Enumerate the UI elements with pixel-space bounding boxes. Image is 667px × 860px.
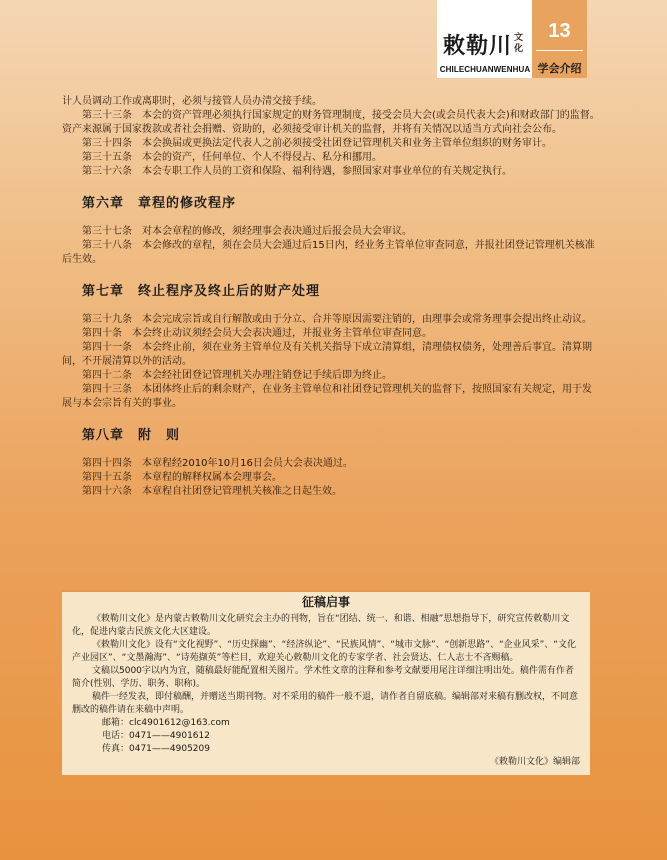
magazine-logo (443, 24, 527, 64)
contact-fax: 传真：0471——4905209 (102, 744, 210, 754)
page-tab (532, 0, 587, 78)
masthead (437, 0, 533, 78)
article-paragraph: 第四十条 本会终止动议须经会员大会表决通过，并报业务主管单位审查同意。 (82, 328, 432, 339)
article-paragraph: 第四十二条 本会经社团登记管理机关办理注销登记手续后即为终止。 (82, 370, 392, 381)
notice-paragraph: 稿件一经发表，即付稿酬，并赠送当期刊物。对不采用的稿件一般不退，请作者自留底稿。编辑部对来稿有删改权，不同意删改的稿件请在来稿中声明。 (72, 692, 579, 715)
article-paragraph: 第三十五条 本会的资产，任何单位、个人不得侵占、私分和挪用。 (82, 152, 382, 163)
article-paragraph: 第三十八条 本会修改的章程，须在会员大会通过后15日内，经业务主管单位审查同意，并报社团登记管理机关核准后生效。 (62, 240, 595, 265)
article-paragraph: 第三十九条 本会完成宗旨或自行解散或由于分立、合并等原因需要注销的，由理事会或常务理事会提出终止动议。 (82, 314, 592, 325)
paragraph-group-d (62, 457, 600, 499)
notice-title: 征稿启事 (301, 595, 350, 609)
editorial-signoff: 《敕勒川文化》编辑部 (489, 757, 580, 767)
contact-email: 邮箱：clc4901612@163.com (102, 718, 230, 728)
tab-divider (536, 50, 583, 51)
page-number: 13 (548, 20, 571, 42)
chapter-heading-7: 第七章 终止程序及终止后的财产处理 (82, 284, 321, 299)
article-paragraph: 第四十一条 本会终止前，须在业务主管单位及有关机关指导下成立清算组，清理债权债务，处理善后事宜。清算期间，不开展清算以外的活动。 (62, 342, 592, 367)
logo-side-top: 文 (514, 33, 524, 43)
call-for-papers-box (62, 590, 590, 775)
logo-roman: CHILECHUANWENHUA (439, 65, 531, 74)
chapter-heading-6: 第六章 章程的修改程序 (82, 196, 237, 211)
article-paragraph: 第三十六条 本会专职工作人员的工资和保险、福利待遇，参照国家对事业单位的有关规定执行。 (82, 166, 512, 177)
paragraph-group-c (62, 313, 600, 411)
logo-calligraphy: 敕勒川 (443, 32, 513, 59)
article-body (62, 95, 600, 499)
article-paragraph: 第三十四条 本会换届或更换法定代表人之前必须接受社团登记管理机关和业务主管单位组织的财务审计。 (82, 138, 552, 149)
logo-side-bottom: 化 (514, 44, 524, 54)
notice-body (62, 613, 590, 756)
chapter-heading-8: 第八章 附 则 (82, 428, 181, 443)
article-paragraph: 第三十三条 本会的资产管理必须执行国家规定的财务管理制度，接受会员大会(或会员代表大会)和财政部门的监督。资产来源属于国家拨款或者社会捐赠、资助的，必须接受审计机关的监督，并将有关情况以适当方式向社会公布。 (62, 110, 600, 135)
paragraph-group-a (62, 95, 600, 179)
section-label: 学会介绍 (537, 62, 582, 75)
article-paragraph: 计人员调动工作或离职时，必须与接管人员办清交接手续。 (62, 96, 322, 107)
contact-phone: 电话：0471——4901612 (102, 731, 210, 741)
article-paragraph: 第四十三条 本团体终止后的剩余财产，在业务主管单位和社团登记管理机关的监督下，按照国家有关规定，用于发展与本会宗旨有关的事业。 (62, 384, 592, 409)
notice-paragraph: 《敕勒川文化》设有“文化视野”、“历史探幽”、“经济纵论”、“民族风情”、“城市文脉”、“创新思路”、“企业风采”、“文化产业园区”、“文墨瀚海”、“诗苑撷英”等栏目，欢迎关心敕勒川文化的专家学者、社会贤达、仁人志士不吝赐稿。 (72, 640, 576, 663)
logo-side-text (514, 33, 523, 55)
notice-paragraph: 《敕勒川文化》是内蒙古敕勒川文化研究会主办的刊物，旨在“团结、统一、和谐、相融”思想指导下，研究宣传敕勒川文化，促进内蒙古民族文化大区建设。 (72, 614, 570, 637)
article-paragraph: 第三十七条 对本会章程的修改，须经理事会表决通过后报会员大会审议。 (82, 226, 412, 237)
article-paragraph: 第四十四条 本章程经2010年10月16日会员大会表决通过。 (82, 458, 353, 469)
notice-paragraph: 文稿以5000字以内为宜，随稿最好能配置相关图片。学术性文章的注释和参考文献要用尾注详细注明出处。稿件需有作者简介(性别、学历、职务、职称)。 (72, 666, 574, 689)
article-paragraph: 第四十五条 本章程的解释权属本会理事会。 (82, 472, 282, 483)
article-paragraph: 第四十六条 本章程自社团登记管理机关核准之日起生效。 (82, 486, 342, 497)
paragraph-group-b (62, 225, 600, 267)
